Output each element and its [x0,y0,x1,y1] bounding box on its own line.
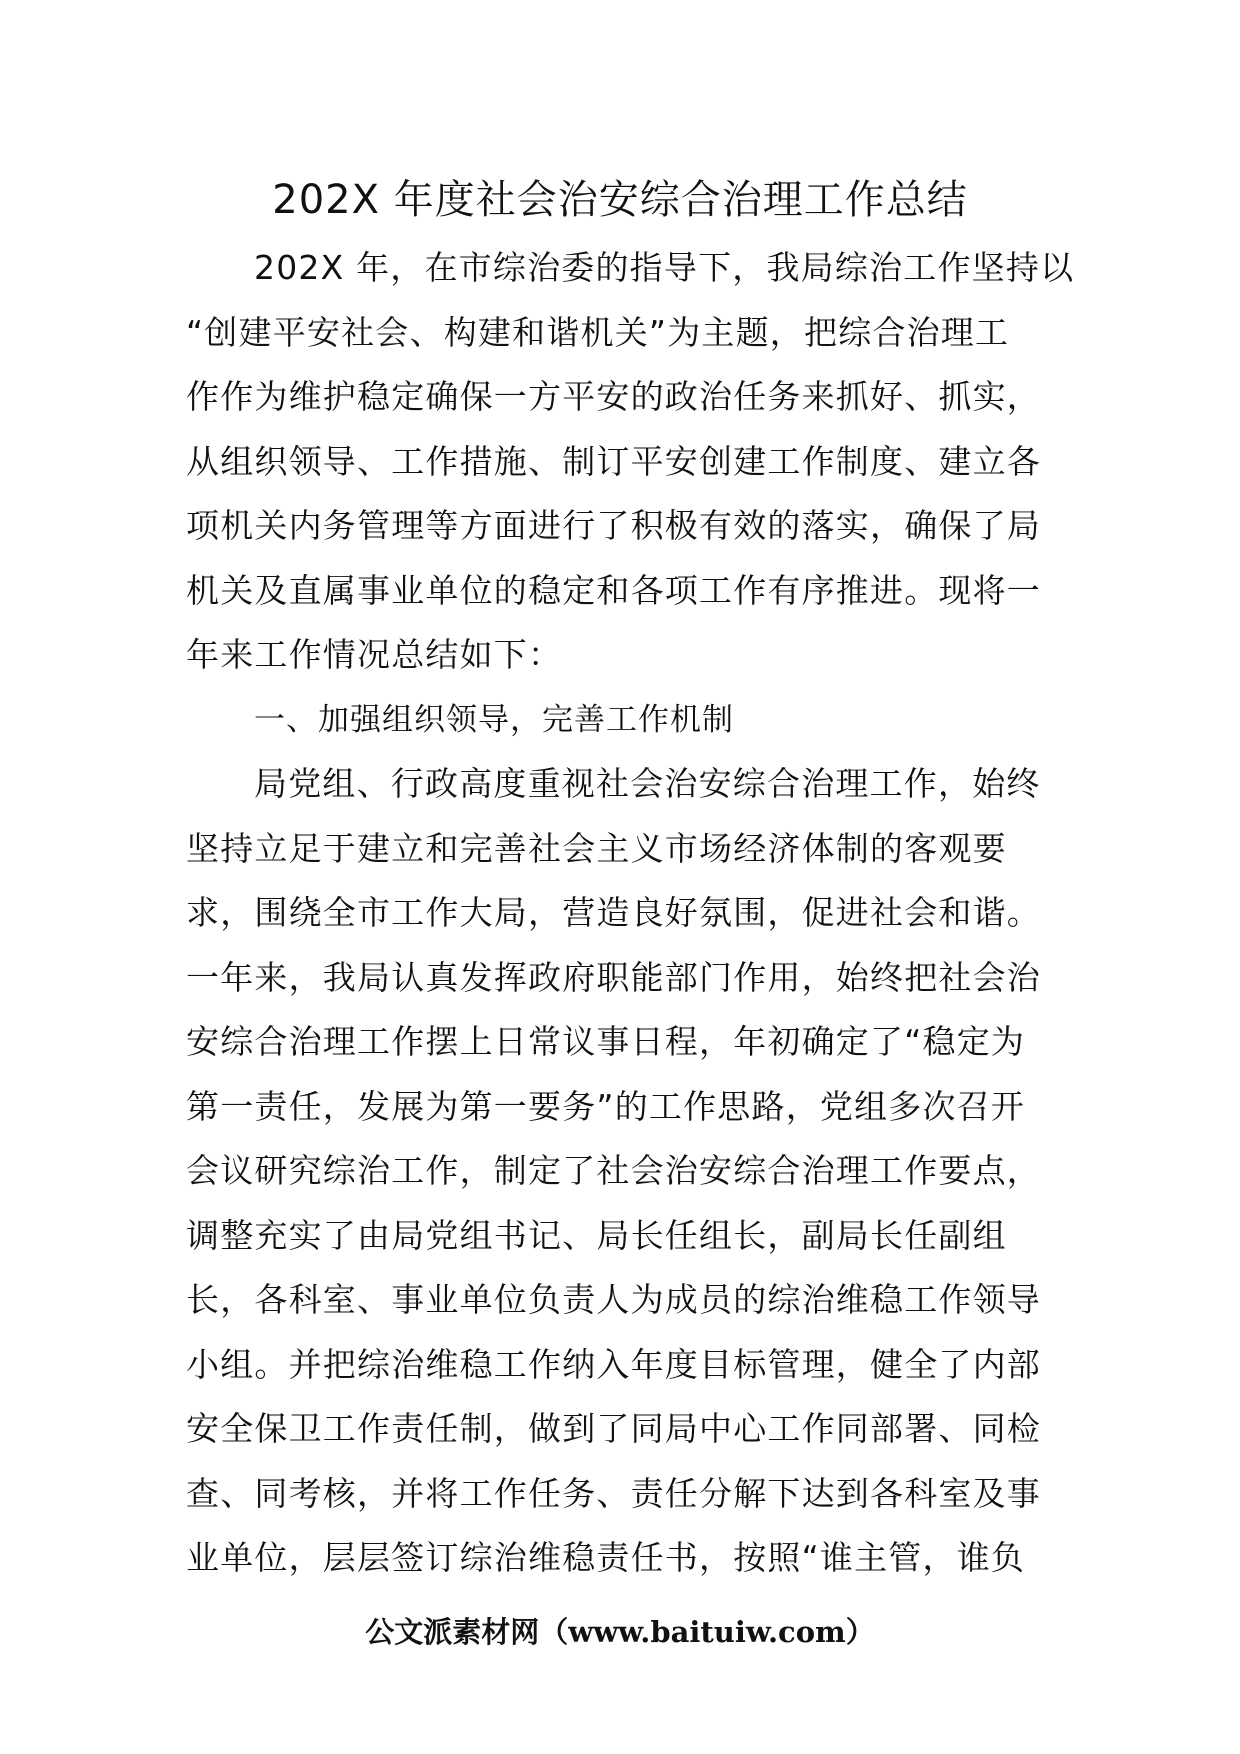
paragraph-2-line-5: 安综合治理工作摆上日常议事日程，年初确定了“稳定为 [186,1022,1026,1061]
paragraph-2-line-3: 求，围绕全市工作大局，营造良好氛围，促进社会和谐。 [186,893,1041,932]
paragraph-2-line-2: 坚持立足于建立和完善社会主义市场经济体制的客观要 [186,828,1007,868]
paragraph-2-line-8: 调整充实了由局党组书记、局长任组长，副局长任副组 [186,1215,1007,1255]
paragraph-1-line-4: 从组织领导、工作措施、制订平安创建工作制度、建立各 [186,441,1041,481]
footer-watermark: 公文派素材网（www.baituiw.com） [365,1615,875,1649]
paragraph-2-line-13: 业单位，层层签订综治维稳责任书，按照“谁主管，谁负 [186,1538,1026,1577]
paragraph-2-line-4: 一年来，我局认真发挥政府职能部门作用，始终把社会治 [186,957,1041,997]
document-body [186,236,1075,1591]
paragraph-1-line-2: “创建平安社会、构建和谐机关”为主题，把综合治理工 [186,312,1010,352]
paragraph-2-line-6: 第一责任，发展为第一要务”的工作思路，党组多次召开 [186,1086,1026,1126]
document-title: 202X 年度社会治安综合治理工作总结 [272,177,968,223]
paragraph-1-line-6: 机关及直属事业单位的稳定和各项工作有序推进。现将一 [186,570,1041,610]
paragraph-2-line-7: 会议研究综治工作，制定了社会治安综合治理工作要点， [186,1151,1041,1190]
section-heading-1: 一、加强组织领导，完善工作机制 [254,701,734,738]
paragraph-1-line-7: 年来工作情况总结如下： [186,635,563,674]
paragraph-2-line-12: 查、同考核，并将工作任务、责任分解下达到各科室及事 [186,1473,1041,1513]
paragraph-1-line-1: 202X 年，在市综治委的指导下，我局综治工作坚持以 [254,248,1075,287]
paragraph-2-line-9: 长，各科室、事业单位负责人为成员的综治维稳工作领导 [186,1280,1041,1319]
paragraph-2-line-10: 小组。并把综治维稳工作纳入年度目标管理，健全了内部 [186,1344,1041,1384]
paragraph-2-line-1: 局党组、行政高度重视社会治安综合治理工作，始终 [254,764,1041,803]
paragraph-1-line-5: 项机关内务管理等方面进行了积极有效的落实，确保了局 [186,506,1041,545]
paragraph-2-line-11: 安全保卫工作责任制，做到了同局中心工作同部署、同检 [186,1409,1041,1448]
paragraph-1-line-3: 作作为维护稳定确保一方平安的政治任务来抓好、抓实， [186,377,1041,416]
